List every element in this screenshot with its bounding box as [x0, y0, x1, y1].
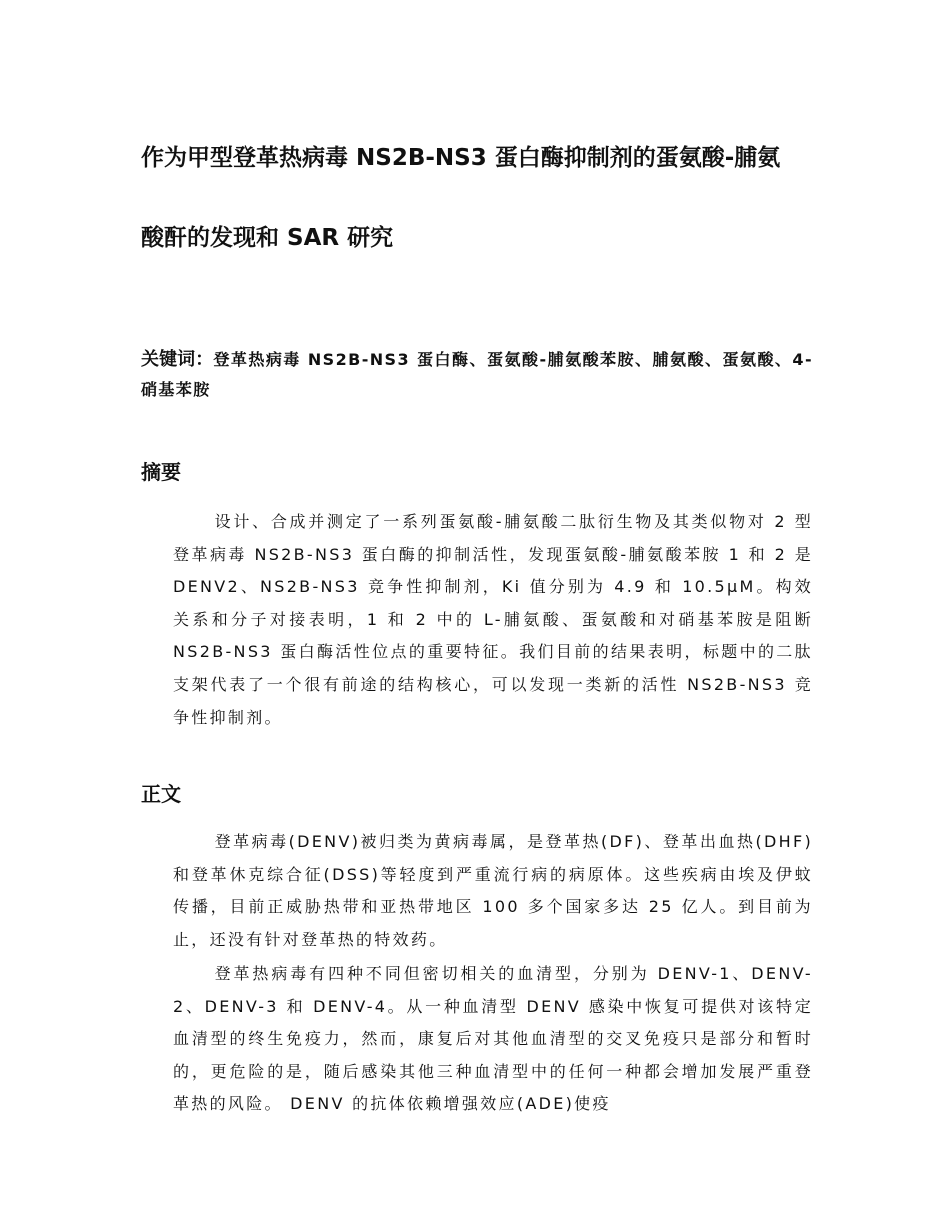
keywords-text: 登革热病毒 NS2B-NS3 蛋白酶、蛋氨酸-脯氨酸苯胺、脯氨酸、蛋氨酸、4-硝基苯胺 [141, 350, 813, 399]
paper-title-line-1: 作为甲型登革热病毒 NS2B-NS3 蛋白酶抑制剂的蛋氨酸-脯氨 [141, 145, 781, 171]
abstract-heading: 摘要 [141, 460, 181, 484]
keywords [141, 345, 813, 405]
body-paragraph-2: 登革热病毒有四种不同但密切相关的血清型，分别为 DENV-1、DENV-2、DENV-3 和 DENV-4。从一种血清型 DENV 感染中恢复可提供对该特定血清型的终生免疫力，然而，康复后对其他血清型的交叉免疫只是部分和暂时的，更危险的是，随后感染其他三种血清型中的任何一种都会增加发展严重登革热的风险。 DENV 的抗体依赖增强效应(ADE)使疫 [173, 964, 813, 1114]
paper-title-line-2: 酸酐的发现和 SAR 研究 [141, 225, 394, 251]
abstract-text: 设计、合成并测定了一系列蛋氨酸-脯氨酸二肽衍生物及其类似物对 2 型登革病毒 NS2B-NS3 蛋白酶的抑制活性，发现蛋氨酸-脯氨酸苯胺 1 和 2 是 DENV2、NS2B-NS3 竞争性抑制剂，Ki 值分别为 4.9 和 10.5μM。构效关系和分子对接表明，1 和 2 中的 L-脯氨酸、蛋氨酸和对硝基苯胺是阻断 NS2B-NS3 蛋白酶活性位点的重要特征。我们目前的结果表明，标题中的二肽支架代表了一个很有前途的结构核心，可以发现一类新的活性 NS2B-NS3 竞争性抑制剂。 [173, 512, 813, 727]
keywords-label: 关键词： [141, 349, 214, 370]
body-paragraph-1: 登革病毒(DENV)被归类为黄病毒属，是登革热(DF)、登革出血热(DHF)和登革休克综合征(DSS)等轻度到严重流行病的病原体。这些疾病由埃及伊蚊传播，目前正威胁热带和亚热带地区 100 多个国家多达 25 亿人。到目前为止，还没有针对登革热的特效药。 [173, 832, 813, 949]
body-heading: 正文 [141, 782, 181, 806]
